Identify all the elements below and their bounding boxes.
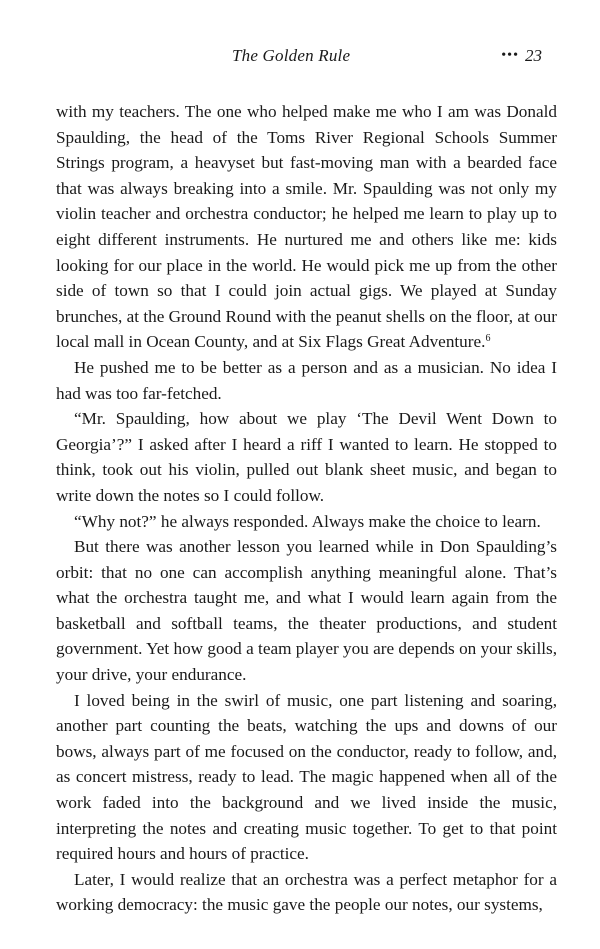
paragraph: “Why not?” he always responded. Always make the choice to learn. [74,511,541,531]
paragraph: I loved being in the swirl of music, one part listening and soaring, another part counting the beats, watching the ups and downs of our bows, always part of me focused on the conductor, ready to follow, and, as concert mistress, ready to lead. The magic happened when all of the work faded into the background and we lived inside the music, interpreting the notes and creating music together. To get to that point required hours and hours of practice. [56,690,557,864]
paragraph-text: with my teachers. The one who helped make me who I am was Donald Spaulding, the head of the Toms River Regional Schools Summer Strings program, a heavyset but fast-moving man with a bearded face that was always breaking into a smile. Mr. Spaulding was not only my violin teacher and orchestra conductor; he helped me learn to play up to eight different instruments. He nurtured me and others like me: kids looking for our place in the world. He would pick me up from the other side of town so that I could join actual gigs. We played at Sunday brunches, at the Ground Round with the peanut shells on the floor, at our local mall in Ocean County, and at Six Flags Great Adventure. [56,102,557,352]
page-number-group [501,46,542,66]
paragraph: But there was another lesson you learned while in Don Spaulding’s orbit: that no one can accomplish anything meaningful alone. That’s what the orchestra taught me, and what I would learn again from the basketball and softball teams, the theater productions, and student government. Yet how good a team player you are depends on your skills, your drive, your endurance. [56,537,557,685]
paragraph: Later, I would realize that an orchestra was a perfect metaphor for a working democracy: the music gave the people our notes, our systems, [56,869,557,915]
page-number: 23 [525,46,542,65]
paragraph: “Mr. Spaulding, how about we play ‘The Devil Went Down to Georgia’?” I asked after I heard a riff I wanted to learn. He stopped to think, took out his violin, pulled out blank sheet music, and began to write down the notes so I could follow. [56,409,557,505]
paragraph: He pushed me to be better as a person and as a musician. No idea I had was too far-fetched. [56,357,557,403]
body-text [56,99,557,918]
running-head [0,46,600,70]
footnote-marker: 6 [485,333,491,345]
chapter-title: The Golden Rule [232,46,351,65]
paragraph [56,99,557,355]
ornament-dots: ••• [501,48,519,63]
